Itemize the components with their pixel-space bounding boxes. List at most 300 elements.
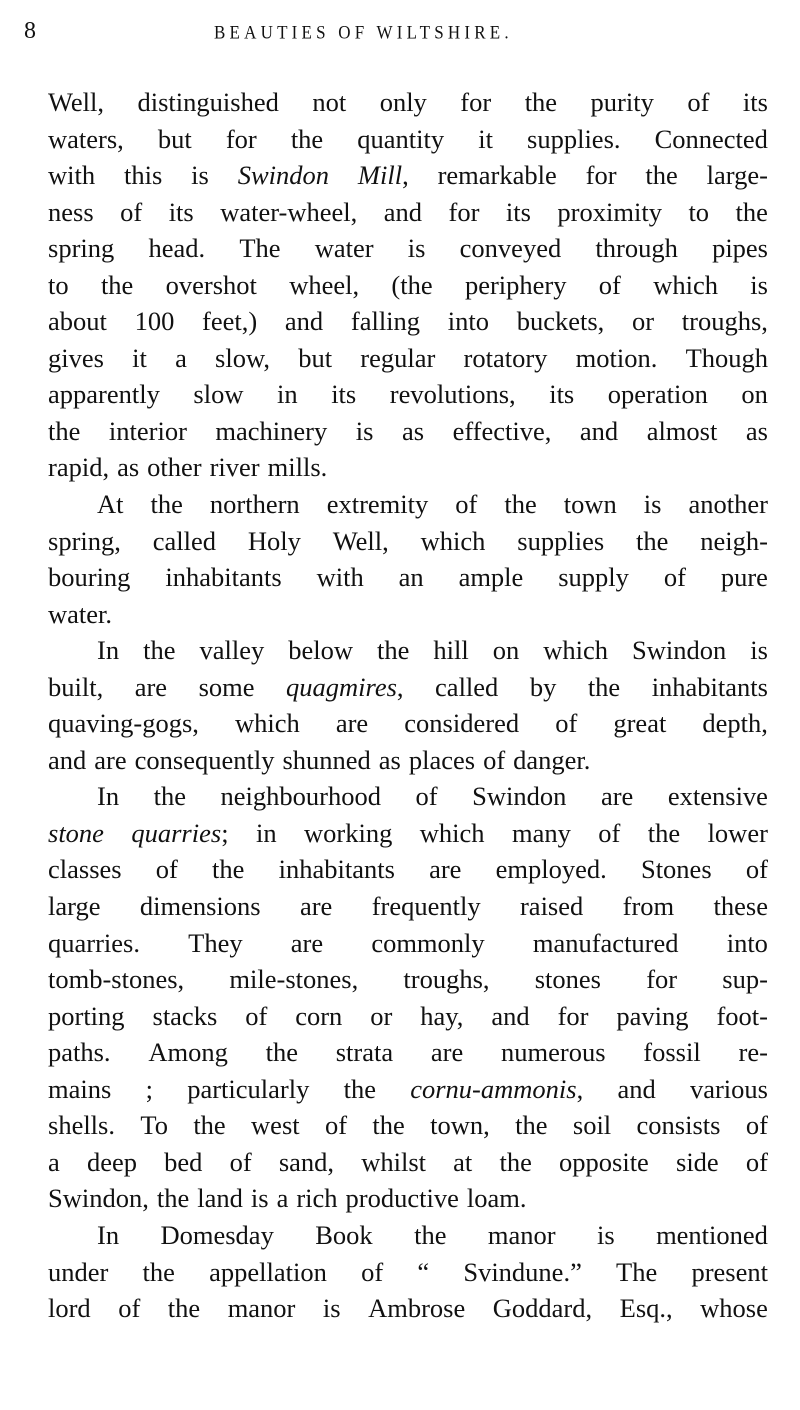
word: a <box>175 342 187 373</box>
word: extensive <box>667 781 768 812</box>
word: porting <box>48 1000 125 1031</box>
word: the <box>193 1110 226 1141</box>
word: depth, <box>702 708 768 739</box>
word: pipes <box>712 233 768 264</box>
word: is <box>250 1183 269 1214</box>
word: spring, <box>48 525 121 556</box>
word: numerous <box>501 1037 606 1068</box>
word: Holy <box>247 525 301 556</box>
word: are <box>335 708 369 739</box>
word: the <box>142 1256 175 1287</box>
word: foot- <box>716 1000 768 1031</box>
word: valley <box>199 635 265 666</box>
word: of <box>415 781 438 812</box>
word: quantity <box>357 123 445 154</box>
word: and <box>491 1000 530 1031</box>
word: some <box>198 671 255 702</box>
text-line <box>48 1107 768 1144</box>
word: consists <box>636 1110 721 1141</box>
word: its <box>168 196 194 227</box>
word: are <box>430 1037 464 1068</box>
word: large <box>48 891 101 922</box>
word: buckets, <box>516 306 605 337</box>
word: spring <box>48 233 115 264</box>
word: regular <box>360 342 436 373</box>
word: large- <box>706 160 768 191</box>
word: a <box>276 1183 289 1214</box>
word: are <box>429 854 462 885</box>
running-title: BEAUTIES OF WILTSHIRE. <box>214 22 513 44</box>
word: troughs, <box>681 306 768 337</box>
word: proximity <box>557 196 662 227</box>
word: of <box>120 196 143 227</box>
word: is <box>407 233 426 264</box>
word: periphery <box>464 269 567 300</box>
word: inhabitants <box>165 562 282 593</box>
word: quarries. <box>48 927 140 958</box>
word: fossil <box>643 1037 701 1068</box>
word: stone <box>48 817 104 848</box>
word: supply <box>558 562 629 593</box>
word: land <box>197 1183 243 1214</box>
word: paving <box>616 1000 689 1031</box>
word: present <box>691 1256 768 1287</box>
word: in <box>255 817 277 848</box>
word: Svindune.” <box>463 1256 582 1287</box>
word: is <box>355 415 374 446</box>
word: of <box>745 1110 768 1141</box>
text-line <box>48 1144 768 1181</box>
word: head. <box>148 233 206 264</box>
word: side <box>676 1146 719 1177</box>
word: In <box>97 1219 120 1250</box>
word: operation <box>607 379 708 410</box>
text-line <box>48 413 768 450</box>
text-line <box>48 559 768 596</box>
word: supplies <box>517 525 605 556</box>
word: many <box>511 817 571 848</box>
text-line <box>48 596 768 633</box>
word: Connected <box>654 123 768 154</box>
word: manufactured <box>532 927 679 958</box>
word: great <box>613 708 667 739</box>
word: the <box>150 489 183 520</box>
word: with <box>316 562 364 593</box>
paragraph <box>48 84 768 486</box>
word: shells. <box>48 1110 115 1141</box>
page-header <box>0 16 800 46</box>
word: The <box>239 233 281 264</box>
word: and <box>617 1073 656 1104</box>
word: waters, <box>48 123 124 154</box>
word: as <box>378 744 401 775</box>
word: other <box>147 452 202 483</box>
word: strata <box>335 1037 394 1068</box>
text-line <box>48 376 768 413</box>
word: 100 <box>134 306 175 337</box>
word: paths. <box>48 1037 111 1068</box>
word: neighbourhood <box>220 781 381 812</box>
word: slow, <box>215 342 271 373</box>
word: mile-stones, <box>229 964 359 995</box>
text-line <box>48 961 768 998</box>
text-line <box>48 1071 768 1108</box>
word: of <box>598 817 621 848</box>
word: of <box>229 1146 252 1177</box>
word: another <box>688 489 768 520</box>
word: whilst <box>361 1146 426 1177</box>
word: troughs, <box>403 964 490 995</box>
word: into <box>447 306 489 337</box>
word: but <box>157 123 192 154</box>
word: distinguished <box>137 87 279 117</box>
word: mains <box>48 1073 112 1104</box>
word: the <box>647 817 681 848</box>
word: on <box>741 379 768 410</box>
text-line <box>48 632 768 669</box>
word: the <box>499 1146 532 1177</box>
word: corn <box>295 1000 343 1031</box>
word: deep <box>86 1146 137 1177</box>
word: the <box>645 160 678 191</box>
word: of <box>245 1000 268 1031</box>
word: ness <box>48 196 94 227</box>
word: Well, <box>332 525 389 556</box>
word: Among <box>148 1037 228 1068</box>
word: of <box>455 489 478 520</box>
text-line <box>48 851 768 888</box>
text-line <box>48 1290 768 1327</box>
word: pure <box>720 562 768 593</box>
word: of <box>663 562 686 593</box>
paragraph <box>48 1217 768 1327</box>
word: the <box>156 1183 190 1214</box>
word: At <box>97 489 124 520</box>
word: stacks <box>152 1000 218 1031</box>
word: water-wheel, <box>220 196 358 227</box>
word: hay, <box>420 1000 464 1031</box>
word: of <box>555 708 578 739</box>
word: to <box>48 269 69 300</box>
word: called <box>152 525 217 556</box>
word: is <box>596 1219 615 1250</box>
word: neigh- <box>700 525 768 556</box>
word: river <box>209 452 260 483</box>
word: considered <box>404 708 520 739</box>
word: only <box>379 87 427 117</box>
word: of <box>745 854 768 885</box>
text-line <box>48 230 768 267</box>
word: west <box>251 1110 300 1141</box>
word: remarkable <box>437 160 557 191</box>
word: raised <box>519 891 584 922</box>
word: the <box>343 1073 376 1104</box>
word: is <box>750 269 768 300</box>
word: rotatory <box>463 342 548 373</box>
word: on <box>492 635 520 666</box>
word: Mill, <box>357 160 409 191</box>
word: of <box>483 744 506 775</box>
word: Well, <box>48 87 105 117</box>
word: by <box>529 671 557 702</box>
word: below <box>288 635 353 666</box>
word: which <box>419 817 485 848</box>
word: almost <box>646 415 718 446</box>
text-line <box>48 998 768 1035</box>
word: effective, <box>452 415 552 446</box>
word: manor <box>227 1293 296 1324</box>
word: quaving-gogs, <box>48 708 199 739</box>
word: particularly <box>187 1073 310 1104</box>
word: are <box>134 671 168 702</box>
word: Esq., <box>619 1293 673 1324</box>
word: the <box>587 671 621 702</box>
word: are <box>94 744 127 775</box>
word: soil <box>572 1110 612 1141</box>
word: employed. <box>495 854 607 885</box>
word: revolutions, <box>389 379 516 410</box>
word: its <box>505 196 531 227</box>
word: is <box>191 160 209 191</box>
word: manor <box>487 1219 556 1250</box>
word: (the <box>391 269 433 300</box>
word: wheel, <box>289 269 360 300</box>
word: for <box>646 964 678 995</box>
word: rapid, <box>48 452 110 483</box>
word: shunned <box>282 744 371 775</box>
word: which <box>234 708 300 739</box>
body-text <box>48 84 768 1327</box>
word: Domesday <box>160 1219 274 1250</box>
word: lower <box>707 817 768 848</box>
word: the <box>504 489 537 520</box>
word: the <box>212 854 245 885</box>
word: about <box>48 306 107 337</box>
word: bed <box>164 1146 203 1177</box>
page-number: 8 <box>24 18 36 44</box>
word: built, <box>48 671 104 702</box>
word: sand, <box>278 1146 335 1177</box>
word: supplies. <box>527 123 621 154</box>
word: Goddard, <box>492 1293 593 1324</box>
word: the <box>735 196 768 227</box>
word: which <box>543 635 608 666</box>
word: for <box>585 160 617 191</box>
word: the <box>265 1037 298 1068</box>
word: interior <box>108 415 187 446</box>
word: water <box>314 233 374 264</box>
word: the <box>100 269 134 300</box>
word: into <box>726 927 768 958</box>
word: slow <box>193 379 244 410</box>
word: inhabitants <box>651 671 768 702</box>
word: consequently <box>134 744 275 775</box>
word: of <box>598 269 621 300</box>
word: sup- <box>722 964 768 995</box>
word: Swindon <box>237 160 330 191</box>
word: and <box>284 306 324 337</box>
word: to <box>688 196 710 227</box>
word: are <box>299 891 333 922</box>
text-line <box>48 742 768 779</box>
text-line <box>48 1254 768 1291</box>
text-line <box>48 194 768 231</box>
word: and <box>579 415 619 446</box>
word: mills. <box>267 452 328 483</box>
word: frequently <box>371 891 481 922</box>
word: ample <box>458 562 524 593</box>
word: is <box>643 489 662 520</box>
word: for <box>557 1000 589 1031</box>
word: feet,) <box>202 306 258 337</box>
word: classes <box>48 854 122 885</box>
word: the <box>515 1110 548 1141</box>
word: is <box>322 1293 341 1324</box>
text-line <box>48 925 768 962</box>
word: inhabitants <box>278 854 395 885</box>
word: rich <box>296 1183 338 1214</box>
word: of <box>324 1110 348 1141</box>
word: from <box>622 891 675 922</box>
word: or <box>631 306 655 337</box>
word: apparently <box>48 379 160 410</box>
word: its <box>331 379 357 410</box>
word: which <box>420 525 486 556</box>
word: these <box>713 891 768 922</box>
word: hill <box>433 635 469 666</box>
word: Book <box>315 1219 373 1250</box>
word: “ <box>417 1256 430 1287</box>
word: Though <box>685 342 768 373</box>
word: it <box>478 123 493 154</box>
word: of <box>687 87 710 117</box>
word: bouring <box>48 562 131 593</box>
word: opposite <box>559 1146 649 1177</box>
word: are <box>600 781 634 812</box>
word: its <box>549 379 575 410</box>
text-line <box>48 888 768 925</box>
text-line <box>48 449 768 486</box>
word: as <box>117 452 140 483</box>
word: under <box>48 1256 109 1287</box>
word: the <box>376 635 410 666</box>
word: mentioned <box>656 1219 768 1250</box>
word: at <box>453 1146 473 1177</box>
word: productive <box>345 1183 459 1214</box>
word: town, <box>430 1110 490 1141</box>
word: the <box>290 123 324 154</box>
text-line <box>48 486 768 523</box>
text-line <box>48 340 768 377</box>
word: dimensions <box>139 891 261 922</box>
text-line <box>48 121 768 158</box>
word: and <box>48 744 87 775</box>
word: places <box>408 744 476 775</box>
text-line <box>48 778 768 815</box>
text-line <box>48 815 768 852</box>
word: of <box>118 1293 141 1324</box>
word: ; <box>145 1073 153 1104</box>
word: working <box>304 817 393 848</box>
word: of <box>745 1146 768 1177</box>
paragraph <box>48 778 768 1217</box>
word: various <box>689 1073 768 1104</box>
word: danger. <box>513 744 591 775</box>
word: called <box>435 671 499 702</box>
word: Swindon <box>472 781 567 812</box>
word: loam. <box>466 1183 527 1214</box>
word: In <box>97 781 120 812</box>
word: To <box>140 1110 168 1141</box>
word: for <box>460 87 492 117</box>
word: Ambrose <box>368 1293 466 1324</box>
word: are <box>290 927 324 958</box>
word: or <box>370 1000 393 1031</box>
word: re- <box>738 1037 768 1068</box>
word: an <box>398 562 424 593</box>
word: quarries; <box>131 817 229 848</box>
text-line <box>48 267 768 304</box>
word: as <box>745 415 768 446</box>
word: lord <box>48 1293 91 1324</box>
word: quagmires, <box>286 671 404 702</box>
word: the <box>636 525 669 556</box>
text-line <box>48 1034 768 1071</box>
text-line <box>48 1217 768 1254</box>
word: overshot <box>165 269 257 300</box>
word: which <box>653 269 718 300</box>
text-line <box>48 669 768 706</box>
word: and <box>383 196 423 227</box>
word: extremity <box>326 489 429 520</box>
text-line <box>48 303 768 340</box>
word: Stones <box>640 854 712 885</box>
text-line <box>48 84 768 121</box>
word: falling <box>350 306 421 337</box>
word: a <box>48 1146 60 1177</box>
text-line <box>48 157 768 194</box>
word: it <box>132 342 147 373</box>
word: commonly <box>371 927 485 958</box>
word: the <box>153 781 186 812</box>
word: this <box>124 160 163 191</box>
word: appellation <box>209 1256 327 1287</box>
paragraph <box>48 632 768 778</box>
text-line <box>48 523 768 560</box>
word: for <box>225 123 257 154</box>
word: in <box>277 379 298 410</box>
word: with <box>48 160 96 191</box>
word: motion. <box>575 342 658 373</box>
word: gives <box>48 342 104 373</box>
text-line <box>48 1180 768 1217</box>
word: its <box>742 87 768 117</box>
word: the <box>48 415 81 446</box>
word: of <box>155 854 178 885</box>
word: conveyed <box>459 233 562 264</box>
word: through <box>595 233 678 264</box>
word: Swindon <box>631 635 727 666</box>
word: whose <box>700 1293 768 1324</box>
text-line <box>48 705 768 742</box>
word: the <box>167 1293 201 1324</box>
word: northern <box>209 489 300 520</box>
word: town <box>563 489 617 520</box>
word: tomb-stones, <box>48 964 185 995</box>
word: cornu-ammonis, <box>410 1073 584 1104</box>
word: water. <box>48 598 113 629</box>
word: as <box>401 415 425 446</box>
